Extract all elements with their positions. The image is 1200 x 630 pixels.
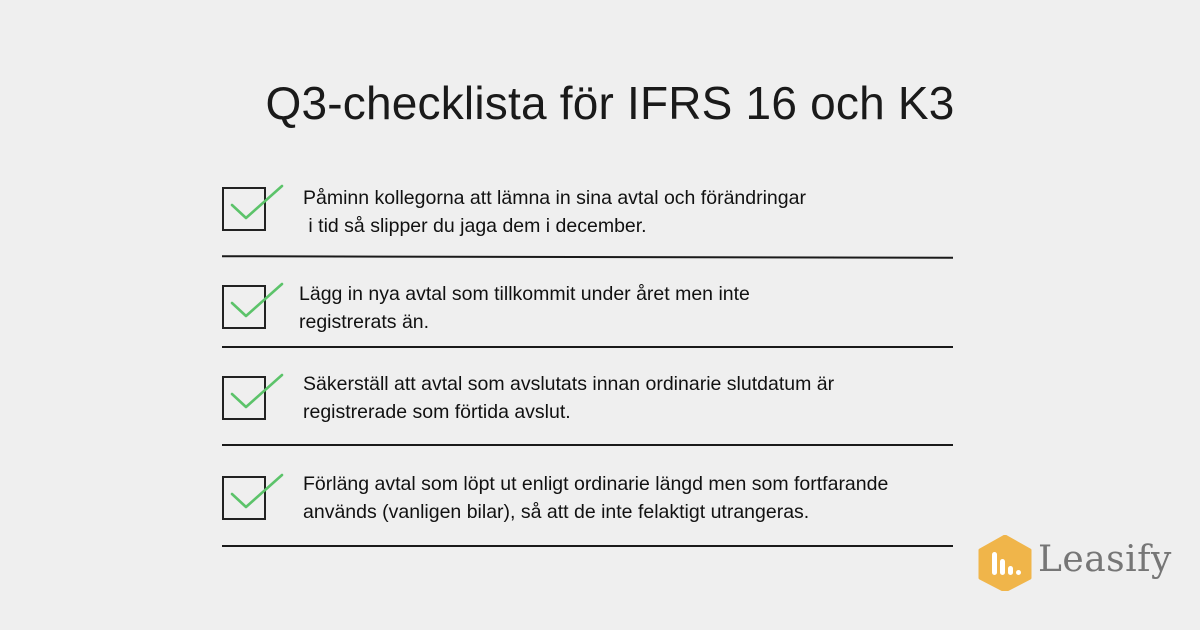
checkmark-icon bbox=[230, 473, 286, 513]
checklist-item-text: Säkerställ att avtal som avslutats innan ordinarie slutdatum är registrerade som förtida avslut. bbox=[303, 373, 835, 423]
divider bbox=[222, 255, 953, 259]
brand-name: Leasify bbox=[1038, 539, 1172, 580]
checkmark-icon bbox=[230, 282, 286, 322]
leasify-logo-icon bbox=[978, 535, 1032, 591]
checkmark-icon bbox=[230, 184, 286, 224]
page-title: Q3-checklista för IFRS 16 och K3 bbox=[265, 77, 955, 129]
checkmark-icon bbox=[230, 373, 286, 413]
checklist-item-text: Påminn kollegorna att lämna in sina avtal och förändringar i tid så slipper du jaga dem i december. bbox=[303, 187, 806, 237]
divider bbox=[222, 346, 953, 348]
brand-logo bbox=[978, 533, 1178, 593]
divider bbox=[222, 545, 953, 547]
divider bbox=[222, 444, 953, 446]
checklist-item-text: Lägg in nya avtal som tillkommit under året men inte registrerats än. bbox=[299, 283, 750, 333]
checklist-item-text: Förläng avtal som löpt ut enligt ordinarie längd men som fortfarande används (vanligen bilar), så att de inte felaktigt utrangeras. bbox=[303, 473, 889, 523]
